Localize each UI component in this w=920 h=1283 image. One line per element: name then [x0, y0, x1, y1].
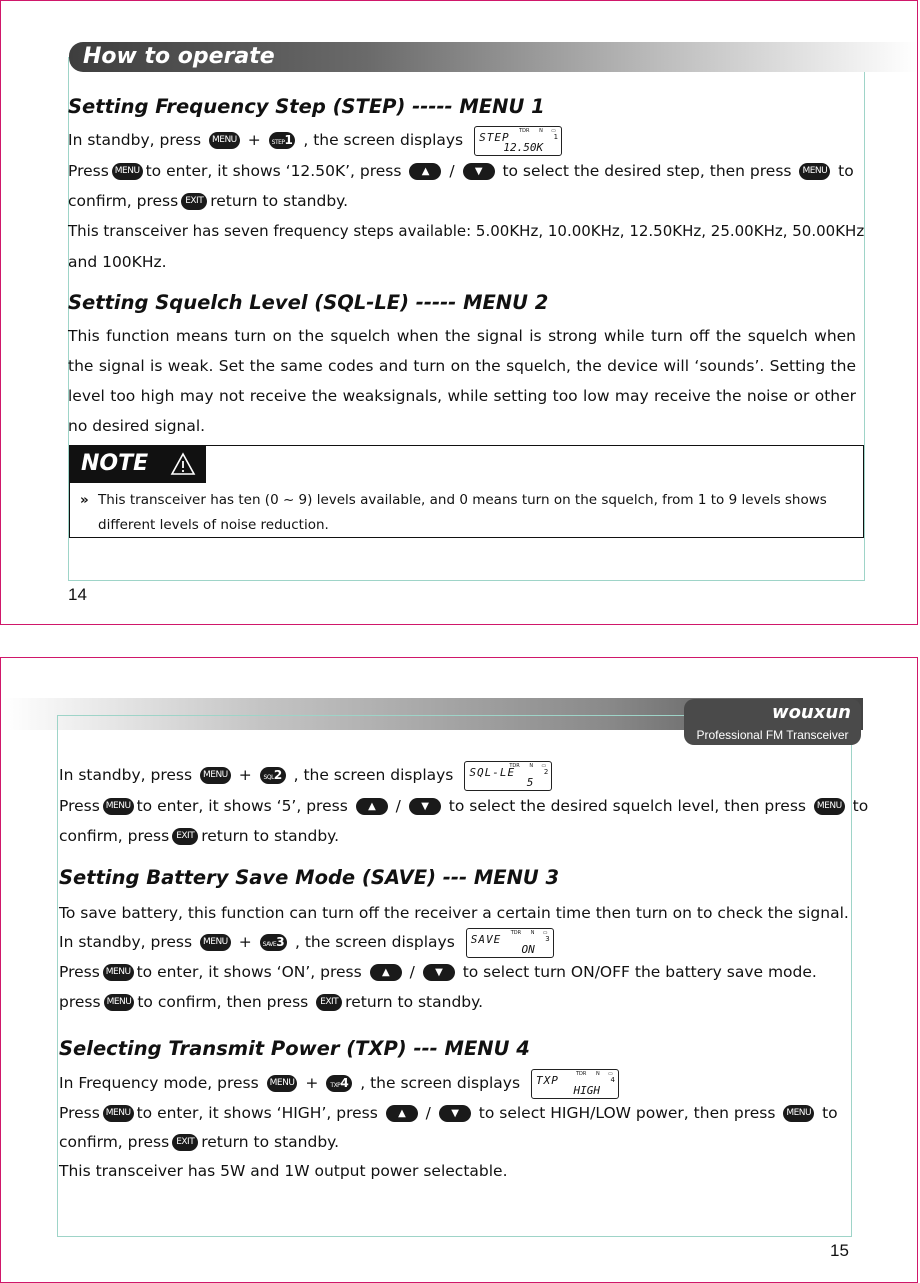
brand-logo	[684, 699, 861, 745]
sql-heading: Setting Squelch Level (SQL-LE) ----- MENU 2	[68, 291, 549, 314]
save-line-2: In standby, press MENU + SAVE3 , the screen displays TDR N ▭ SAVE ON 3	[59, 927, 554, 958]
save-line-3: Press MENU to enter, it shows ‘ON’, press ▲ / ▼ to select turn ON/OFF the battery save mode.	[59, 963, 817, 981]
menu-key-icon: MENU	[200, 767, 231, 784]
down-arrow-key-icon: ▼	[409, 798, 441, 815]
txp-line-4: This transceiver has 5W and 1W output power selectable.	[59, 1162, 508, 1180]
menu-key-icon: MENU	[103, 798, 134, 815]
menu-key-icon: MENU	[112, 163, 143, 180]
menu-key-icon: MENU	[103, 964, 134, 981]
txp-line-1: In Frequency mode, press MENU + TXP4 , the screen displays TDR N ▭ TXP HIGH 4	[59, 1068, 619, 1099]
step-line-3: confirm, press EXIT return to standby.	[68, 192, 349, 210]
menu-key-icon: MENU	[267, 1075, 298, 1092]
exit-key-icon: EXIT	[172, 828, 198, 845]
menu-key-icon: MENU	[200, 934, 231, 951]
sql-line-1: In standby, press MENU + SQL2 , the screen displays TDR N ▭ SQL-LE 5 2	[59, 760, 552, 791]
menu-key-icon: MENU	[799, 163, 830, 180]
exit-key-icon: EXIT	[181, 193, 207, 210]
up-arrow-key-icon: ▲	[356, 798, 388, 815]
lcd-display-sql: TDR N ▭ SQL-LE 5 2	[464, 761, 552, 791]
note-label: NOTE	[70, 446, 206, 483]
menu-key-icon: MENU	[783, 1105, 814, 1122]
lcd-display-step: TDR N ▭ STEP 12.50K 1	[474, 126, 562, 156]
txp4-key-icon: TXP4	[326, 1075, 352, 1092]
step-line-2: Press MENU to enter, it shows ‘12.50K’, press ▲ / ▼ to select the desired step, then press MENU to	[68, 162, 854, 180]
save3-key-icon: SAVE3	[260, 934, 287, 951]
sql2-key-icon: SQL2	[260, 767, 286, 784]
step-line-1: In standby, press MENU + STEP1 , the screen displays TDR N ▭ STEP 12.50K 1	[68, 125, 562, 156]
note-box	[69, 445, 864, 538]
down-arrow-key-icon: ▼	[463, 163, 495, 180]
page-15	[0, 657, 918, 1283]
save-line-1: To save battery, this function can turn off the receiver a certain time then turn on to check the signal.	[59, 904, 849, 922]
lcd-display-txp: TDR N ▭ TXP HIGH 4	[531, 1069, 619, 1099]
lcd-display-save: TDR N ▭ SAVE ON 3	[466, 928, 554, 958]
menu-key-icon: MENU	[104, 994, 135, 1011]
brand-name: wouxun	[771, 702, 851, 723]
chevron-right-icon: »	[80, 492, 89, 508]
menu-key-icon: MENU	[103, 1105, 134, 1122]
sql-line-3: confirm, press EXIT return to standby.	[59, 827, 340, 845]
page-number: 14	[68, 585, 87, 604]
sql-description: This function means turn on the squelch when the signal is strong while turn off the squelch when the signal is weak. Set the same codes and turn on the squelch, the device will ‘sounds’. Setting the level too high may not receive the weaksignals, while setting too low may receive the noise or other no desired signal.	[68, 327, 856, 435]
exit-key-icon: EXIT	[316, 994, 342, 1011]
menu-key-icon: MENU	[814, 798, 845, 815]
step-heading: Setting Frequency Step (STEP) ----- MENU 1	[68, 95, 545, 118]
page-14	[0, 0, 918, 625]
banner-title: How to operate	[83, 44, 275, 69]
brand-tagline: Professional FM Transceiver	[696, 728, 849, 742]
page-number: 15	[830, 1241, 849, 1260]
down-arrow-key-icon: ▼	[439, 1105, 471, 1122]
exit-key-icon: EXIT	[172, 1134, 198, 1151]
step-line-4: This transceiver has seven frequency steps available: 5.00KHz, 10.00KHz, 12.50KHz, 25.00KHz, 50.00KHz	[68, 222, 865, 240]
save-line-4: press MENU to confirm, then press EXIT return to standby.	[59, 993, 484, 1011]
up-arrow-key-icon: ▲	[409, 163, 441, 180]
down-arrow-key-icon: ▼	[423, 964, 455, 981]
note-text: » This transceiver has ten (0 ~ 9) levels available, and 0 means turn on the squelch, from 1 to 9 levels shows different levels of noise reduction.	[80, 488, 868, 538]
up-arrow-key-icon: ▲	[386, 1105, 418, 1122]
section-banner	[69, 42, 917, 72]
menu-key-icon: MENU	[209, 132, 240, 149]
txp-heading: Selecting Transmit Power (TXP) --- MENU 4	[59, 1037, 530, 1060]
txp-line-3: confirm, press EXIT return to standby.	[59, 1133, 340, 1151]
step-line-5: and 100KHz.	[68, 253, 167, 271]
sql-line-2: Press MENU to enter, it shows ‘5’, press ▲ / ▼ to select the desired squelch level, then press MENU to	[59, 797, 869, 815]
txp-line-2: Press MENU to enter, it shows ‘HIGH’, press ▲ / ▼ to select HIGH/LOW power, then press MENU to	[59, 1104, 838, 1122]
step1-key-icon: STEP1	[269, 132, 296, 149]
save-heading: Setting Battery Save Mode (SAVE) --- MENU 3	[59, 866, 560, 889]
warning-icon	[170, 452, 196, 476]
up-arrow-key-icon: ▲	[370, 964, 402, 981]
